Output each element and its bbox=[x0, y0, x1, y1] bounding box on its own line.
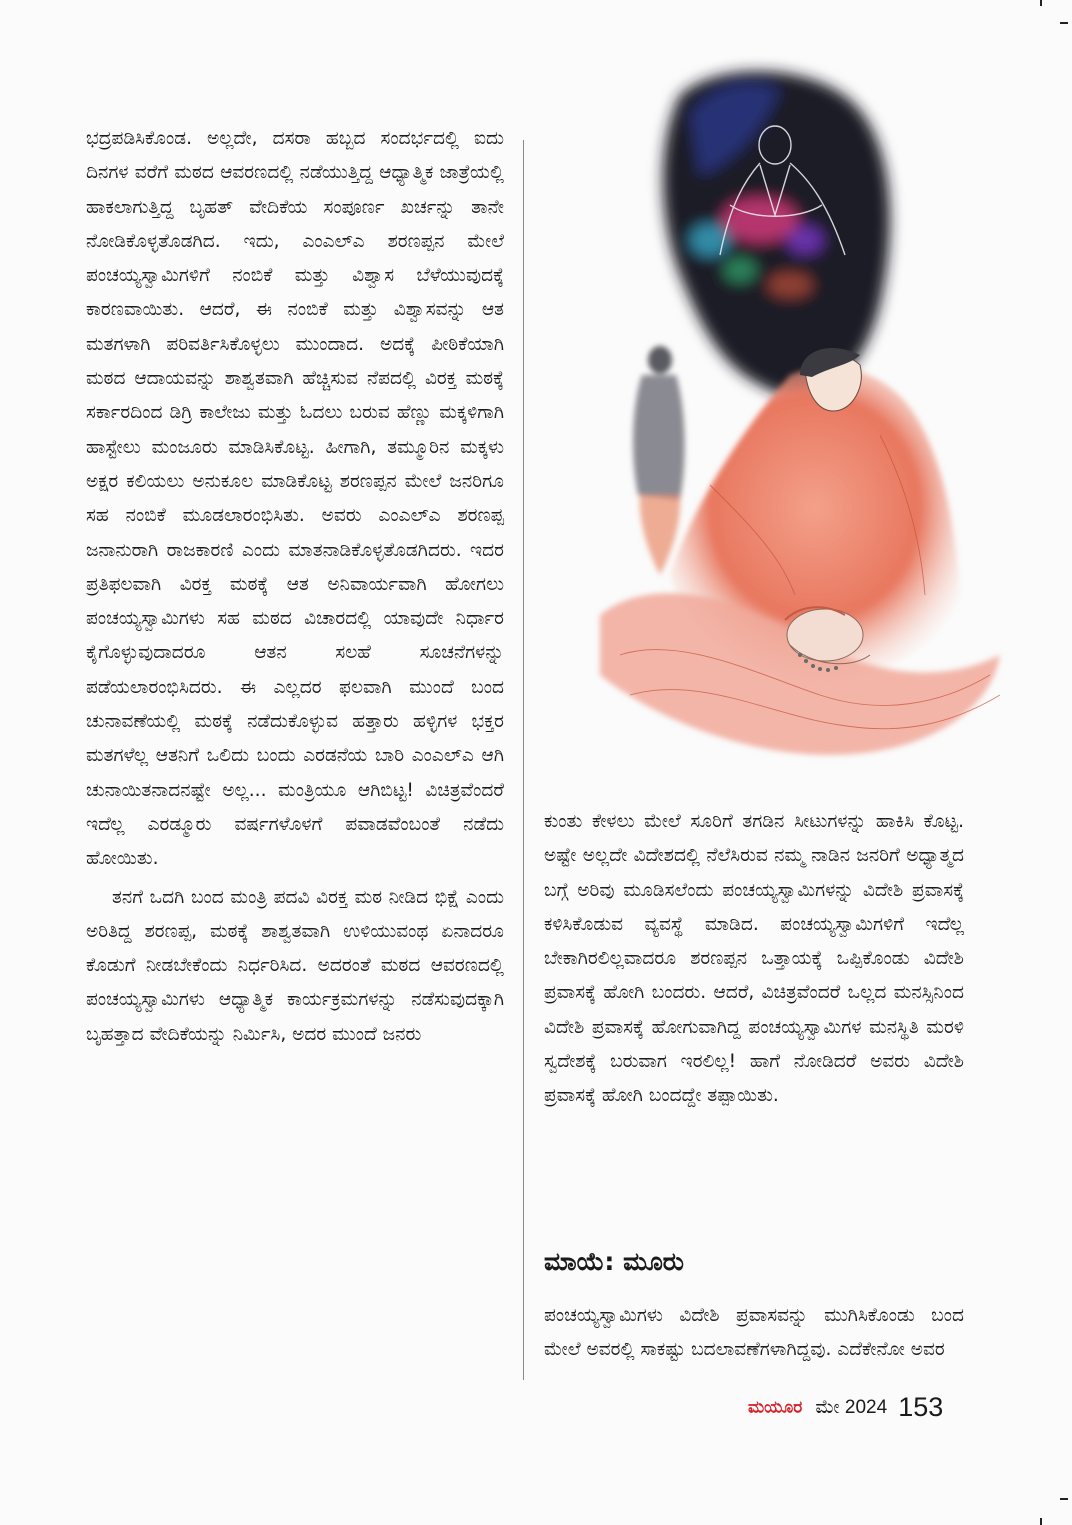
magazine-logo: ಮಯೂರ bbox=[748, 1397, 803, 1418]
issue-date: ಮೇ 2024 bbox=[815, 1396, 888, 1418]
column-divider bbox=[523, 140, 524, 1380]
crop-mark bbox=[1060, 1498, 1068, 1500]
crop-mark bbox=[1040, 1518, 1042, 1525]
section-heading: ಮಾಯೆ: ಮೂರು bbox=[544, 1247, 684, 1276]
page-number: 153 bbox=[898, 1392, 944, 1422]
watercolor-illustration bbox=[560, 55, 1030, 780]
story-illustration bbox=[560, 55, 1030, 780]
article-column-right-section bbox=[544, 1280, 964, 1386]
crop-mark bbox=[1060, 22, 1068, 24]
paragraph: ಪಂಚಯ್ಯಸ್ವಾಮಿಗಳು ವಿದೇಶಿ ಪ್ರವಾಸವನ್ನು ಮುಗಿಸಿಕೊಂಡು ಬಂದ ಮೇಲೆ ಅವರಲ್ಲಿ ಸಾಕಷ್ಟು ಬದಲಾವಣೆಗಳಾಗಿದ್ದವು. ಎದೆಕೇನೋ ಅವರ bbox=[544, 1304, 964, 1360]
page-footer bbox=[748, 1392, 943, 1428]
article-column-left bbox=[86, 122, 504, 1052]
paragraph: ತನಗೆ ಒದಗಿ ಬಂದ ಮಂತ್ರಿ ಪದವಿ ವಿರಕ್ತ ಮಠ ನೀಡಿದ ಭಿಕ್ಷೆ ಎಂದು ಅರಿತಿದ್ದ ಶರಣಪ್ಪ, ಮಠಕ್ಕೆ ಶಾಶ್ವತವಾಗಿ ಉಳಿಯುವಂಥ ಏನಾದರೂ ಕೊಡುಗೆ ನೀಡಬೇಕೆಂದು ನಿರ್ಧರಿಸಿದ. ಅದರಂತೆ ಮಠದ ಆವರಣದಲ್ಲಿ ಪಂಚಯ್ಯಸ್ವಾಮಿಗಳು ಆಧ್ಯಾತ್ಮಿಕ ಕಾರ್ಯಕ್ರಮಗಳನ್ನು ನಡೆಸುವುದಕ್ಕಾಗಿ ಬೃಹತ್ತಾದ ವೇದಿಕೆಯನ್ನು ನಿರ್ಮಿಸಿ, ಅದರ ಮುಂದೆ ಜನರು bbox=[86, 886, 504, 1045]
paragraph: ಕುಂತು ಕೇಳಲು ಮೇಲೆ ಸೂರಿಗೆ ತಗಡಿನ ಸೀಟುಗಳನ್ನು ಹಾಕಿಸಿ ಕೊಟ್ಟ. ಅಷ್ಟೇ ಅಲ್ಲದೇ ವಿದೇಶದಲ್ಲಿ ನೆಲೆಸಿರುವ ನಮ್ಮ ನಾಡಿನ ಜನರಿಗೆ ಅಧ್ಯಾತ್ಮದ ಬಗ್ಗೆ ಅರಿವು ಮೂಡಿಸಲೆಂದು ಪಂಚಯ್ಯಸ್ವಾಮಿಗಳನ್ನು ವಿದೇಶಿ ಪ್ರವಾಸಕ್ಕೆ ಕಳಿಸಿಕೊಡುವ ವ್ಯವಸ್ಥೆ ಮಾಡಿದ. ಪಂಚಯ್ಯಸ್ವಾಮಿಗಳಿಗೆ ಇದೆಲ್ಲ ಬೇಕಾಗಿರಲಿಲ್ಲವಾದರೂ ಶರಣಪ್ಪನ ಒತ್ತಾಯಕ್ಕೆ ಒಪ್ಪಿಕೊಂಡು ವಿದೇಶಿ ಪ್ರವಾಸಕ್ಕೆ ಹೋಗಿ ಬಂದರು. ಆದರೆ, ವಿಚಿತ್ರವೆಂದರೆ ಒಲ್ಲದ ಮನಸ್ಸಿನಿಂದ ವಿದೇಶಿ ಪ್ರವಾಸಕ್ಕೆ ಹೋಗುವಾಗಿದ್ದ ಪಂಚಯ್ಯಸ್ವಾಮಿಗಳ ಮನಸ್ಥಿತಿ ಮರಳಿ ಸ್ವದೇಶಕ್ಕೆ ಬರುವಾಗ ಇರಲಿಲ್ಲ! ಹಾಗೆ ನೋಡಿದರೆ ಅವರು ವಿದೇಶಿ ಪ್ರವಾಸಕ್ಕೆ ಹೋಗಿ ಬಂದದ್ದೇ ತಪ್ಪಾಯಿತು. bbox=[544, 811, 964, 1107]
article-column-right bbox=[544, 805, 964, 1114]
paragraph: ಭದ್ರಪಡಿಸಿಕೊಂಡ. ಅಲ್ಲದೇ, ದಸರಾ ಹಬ್ಬದ ಸಂದರ್ಭದಲ್ಲಿ ಐದು ದಿನಗಳ ವರೆಗೆ ಮಠದ ಆವರಣದಲ್ಲಿ ನಡೆಯುತ್ತಿದ್ದ ಆಧ್ಯಾತ್ಮಿಕ ಜಾತ್ರೆಯಲ್ಲಿ ಹಾಕಲಾಗುತ್ತಿದ್ದ ಬೃಹತ್ ವೇದಿಕೆಯ ಸಂಪೂರ್ಣ ಖರ್ಚನ್ನು ತಾನೇ ನೋಡಿಕೊಳ್ಳತೊಡಗಿದ. ಇದು, ಎಂಎಲ್‌ಎ ಶರಣಪ್ಪನ ಮೇಲೆ ಪಂಚಯ್ಯಸ್ವಾಮಿಗಳಿಗೆ ನಂಬಿಕೆ ಮತ್ತು ವಿಶ್ವಾಸ ಬೆಳೆಯುವುದಕ್ಕೆ ಕಾರಣವಾಯಿತು. ಆದರೆ, ಈ ನಂಬಿಕೆ ಮತ್ತು ವಿಶ್ವಾಸವನ್ನು ಆತ ಮತಗಳಾಗಿ ಪರಿವರ್ತಿಸಿಕೊಳ್ಳಲು ಮುಂದಾದ. ಅದಕ್ಕೆ ಪೀಠಿಕೆಯಾಗಿ ಮಠದ ಆದಾಯವನ್ನು ಶಾಶ್ವತವಾಗಿ ಹೆಚ್ಚಿಸುವ ನೆಪದಲ್ಲಿ ವಿರಕ್ತ ಮಠಕ್ಕೆ ಸರ್ಕಾರದಿಂದ ಡಿಗ್ರಿ ಕಾಲೇಜು ಮತ್ತು ಓದಲು ಬರುವ ಹೆಣ್ಣು ಮಕ್ಕಳಿಗಾಗಿ ಹಾಸ್ಟೇಲು ಮಂಜೂರು ಮಾಡಿಸಿಕೊಟ್ಟ. ಹೀಗಾಗಿ, ತಮ್ಮೂರಿನ ಮಕ್ಕಳು ಅಕ್ಷರ ಕಲಿಯಲು ಅನುಕೂಲ ಮಾಡಿಕೊಟ್ಟ ಶರಣಪ್ಪನ ಮೇಲೆ ಜನರಿಗೂ ಸಹ ನಂಬಿಕೆ ಮೂಡಲಾರಂಭಿಸಿತು. ಅವರು ಎಂಎಲ್‌ಎ ಶರಣಪ್ಪ ಜನಾನುರಾಗಿ ರಾಜಕಾರಣಿ ಎಂದು ಮಾತನಾಡಿಕೊಳ್ಳತೊಡಗಿದರು. ಇದರ ಪ್ರತಿಫಲವಾಗಿ ವಿರಕ್ತ ಮಠಕ್ಕೆ ಆತ ಅನಿವಾರ್ಯವಾಗಿ ಹೋಗಲು ಪಂಚಯ್ಯಸ್ವಾಮಿಗಳು ಸಹ ಮಠದ ವಿಚಾರದಲ್ಲಿ ಯಾವುದೇ ನಿರ್ಧಾರ ಕೈಗೊಳ್ಳುವುದಾದರೂ ಆತನ ಸಲಹೆ ಸೂಚನೆಗಳನ್ನು ಪಡೆಯಲಾರಂಭಿಸಿದರು. ಈ ಎಲ್ಲದರ ಫಲವಾಗಿ ಮುಂದೆ ಬಂದ ಚುನಾವಣೆಯಲ್ಲಿ ಮಠಕ್ಕೆ ನಡೆದುಕೊಳ್ಳುವ ಹತ್ತಾರು ಹಳ್ಳಿಗಳ ಭಕ್ತರ ಮತಗಳೆಲ್ಲ ಆತನಿಗೆ ಒಲಿದು ಬಂದು ಎರಡನೆಯ ಬಾರಿ ಎಂಎಲ್‌ಎ ಆಗಿ ಚುನಾಯಿತನಾದನಷ್ಟೇ ಅಲ್ಲ... ಮಂತ್ರಿಯೂ ಆಗಿಬಿಟ್ಟ! ವಿಚಿತ್ರವೆಂದರೆ ಇದೆಲ್ಲ ಎರಡ್ಮೂರು ವರ್ಷಗಳೊಳಗೆ ಪವಾಡವೆಂಬಂತೆ ನಡೆದು ಹೋಯಿತು. bbox=[86, 128, 504, 870]
crop-mark bbox=[1040, 0, 1042, 6]
